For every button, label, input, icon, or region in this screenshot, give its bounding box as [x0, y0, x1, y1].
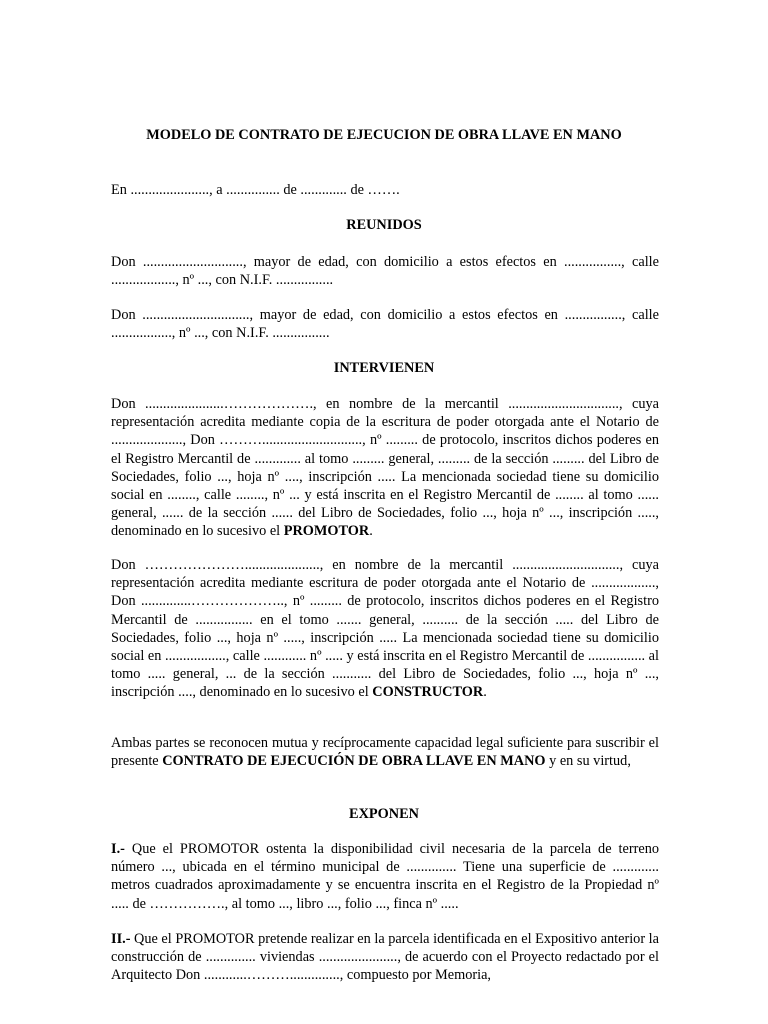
promotor-term: PROMOTOR	[283, 523, 370, 540]
exponen-item-ii	[111, 930, 659, 985]
intervienen-p2-text: Don …………………....................., en nombre de la mercantil .............................., cuya representación acredita mediante escritura de poder otorgada ante el Notario de .................., Don ..............……………….., nº ......... de protocolo, inscritos dichos poderes en el Registro Mercantil de ................ en el tomo ....... general, .......... de la sección ..... del Libro de Sociedades, folio ..., hoja nº ....., inscripción ..... La mencionada sociedad tiene su domicilio social en ................., calle ............ nº ..... y está inscrita en el Registro Mercantil de ................ al tomo ..... general, ... de la sección ........... del Libro de Sociedades, folio ..., hoja nº ..., inscripción ...., denominado en lo sucesivo el	[111, 557, 659, 701]
item-i-text: Que el PROMOTOR ostenta la disponibilidad civil necesaria de la parcela de terreno número ..., ubicada en el término municipal de .............. Tiene una superficie de ............. metros cuadrados aproximadamente y se encuentra inscrita en el Registro de la Propiedad nº ..... de ……………., al tomo ..., libro ..., folio ..., finca nº .....	[111, 841, 659, 912]
document-title: MODELO DE CONTRATO DE EJECUCION DE OBRA LLAVE EN MANO	[146, 127, 622, 143]
intervienen-p1-end: .	[369, 523, 373, 540]
ambas-paragraph	[111, 734, 659, 770]
contract-name: CONTRATO DE EJECUCIÓN DE OBRA LLAVE EN MANO	[162, 753, 546, 770]
heading-intervienen: INTERVIENEN	[333, 360, 435, 376]
reunidos-paragraph-1: Don ............................, mayor de edad, con domicilio a estos efectos en ................, calle .................., nº ..., con N.I.F. ................	[111, 254, 659, 289]
ambas-end: y en su virtud,	[545, 753, 631, 770]
ambas-text: Ambas partes se reconocen mutua y recíprocamente capacidad legal suficiente para suscribir el presente	[111, 735, 659, 770]
place-date-line: En ......................, a ............... de ............. de …….	[111, 182, 400, 198]
intervienen-p1-text: Don ......................………………., en nombre de la mercantil ..............................., cuya representación acredita mediante copia de la escritura de poder otorgada ante el Notario de ...................., Don ………............................, nº ......... de protocolo, inscritos dichos poderes en el Registro Mercantil de ............. al tomo ......... general, ......... de la sección ......... del Libro de Sociedades, folio ..., hoja nº ...., inscripción ..... La mencionada sociedad tiene su domicilio social en ........, calle ........, nº ... y está inscrita en el Registro Mercantil de ........ al tomo ...... general, ...... de la sección ...... del Libro de Sociedades, folio ..., hoja nº ..., inscripción ....., denominado en lo sucesivo el	[111, 396, 659, 540]
reunidos-paragraph-2: Don .............................., mayor de edad, con domicilio a estos efectos en ................, calle ................., nº ..., con N.I.F. ................	[111, 307, 659, 342]
exponen-item-i	[111, 840, 659, 913]
heading-reunidos: REUNIDOS	[346, 217, 422, 233]
intervienen-p2-end: .	[483, 684, 487, 701]
item-ii-text: Que el PROMOTOR pretende realizar en la parcela identificada en el Expositivo anterior la construcción de .............. viviendas ......................, de acuerdo con el Proyecto redactado por el Arquitecto Don ............……….............., compuesto por Memoria,	[111, 931, 659, 984]
item-ii-label: II.-	[111, 931, 131, 947]
intervienen-paragraph-constructor	[111, 556, 659, 702]
intervienen-paragraph-promotor	[111, 395, 659, 541]
heading-exponen: EXPONEN	[349, 806, 419, 822]
constructor-term: CONSTRUCTOR	[372, 684, 484, 701]
item-i-label: I.-	[111, 841, 125, 857]
